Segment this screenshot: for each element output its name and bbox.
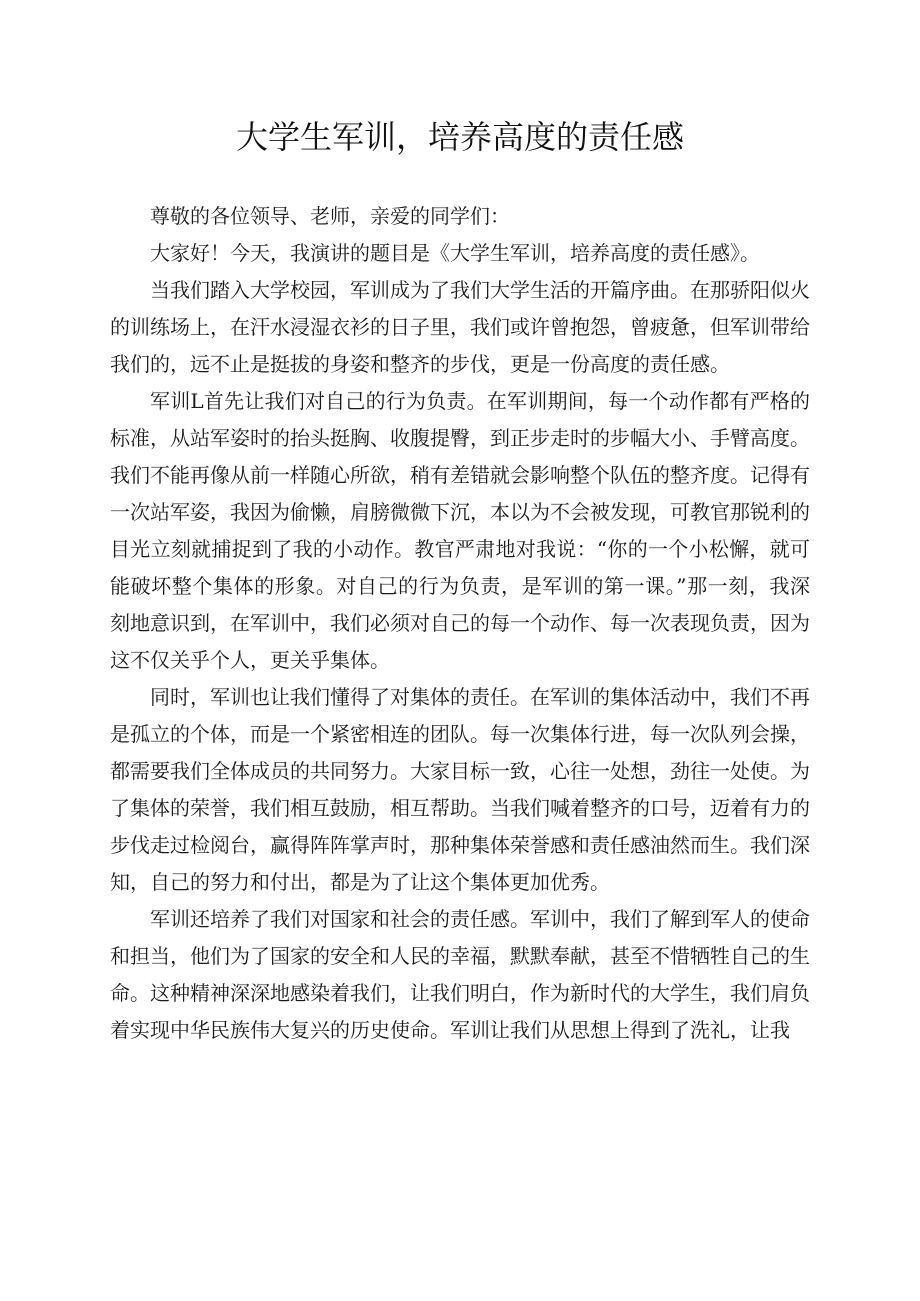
paragraph-self-responsibility: 军训L首先让我们对自己的行为负责。在军训期间，每一个动作都有严格的标准，从站军姿时的抬头挺胸、收腹提臀，到正步走时的步幅大小、手臂高度。我们不能再像从前一样随心所欲，稍有差错就会影响整个队伍的整齐度。记得有一次站军姿，我因为偷懒，肩膀微微下沉，本以为不会被发现，可教官那锐利的目光立刻就捕捉到了我的小动作。教官严肃地对我说：“你的一个小松懈，就可能破坏整个集体的形象。对自己的行为负责，是军训的第一课。”那一刻，我深刻地意识到，在军训中，我们必须对自己的每一个动作、每一次表现负责，因为这不仅关乎个人，更关乎集体。 [110, 389, 810, 672]
paragraph-national-responsibility: 军训还培养了我们对国家和社会的责任感。军训中，我们了解到军人的使命和担当，他们为了国家的安全和人民的幸福，默默奉献，甚至不惜牺牲自己的生命。这种精神深深地感染着我们，让我们明白，作为新时代的大学生，我们肩负着实现中华民族伟大复兴的历史使命。军训让我们从思想上得到了洗礼，让我 [110, 907, 810, 1042]
paragraph-salutation: 尊敬的各位领导、老师，亲爱的同学们： [150, 204, 510, 228]
paragraph-intro: 当我们踏入大学校园，军训成为了我们大学生活的开篇序曲。在那骄阳似火的训练场上，在汗水浸湿衣衫的日子里，我们或许曾抱怨，曾疲惫，但军训带给我们的，远不止是挺拔的身姿和整齐的步伐，更是一份高度的责任感。 [110, 278, 810, 376]
paragraph-collective-responsibility: 同时，军训也让我们懂得了对集体的责任。在军训的集体活动中，我们不再是孤立的个体，而是一个紧密相连的团队。每一次集体行进，每一次队列会操，都需要我们全体成员的共同努力。大家目标一致，心往一处想，劲往一处使。为了集体的荣誉，我们相互鼓励，相互帮助。当我们喊着整齐的口号，迈着有力的步伐走过检阅台，赢得阵阵掌声时，那种集体荣誉感和责任感油然而生。我们深知，自己的努力和付出，都是为了让这个集体更加优秀。 [110, 685, 810, 894]
document-body [110, 198, 810, 1049]
paragraph-greeting: 大家好！今天，我演讲的题目是《大学生军训，培养高度的责任感》。 [150, 241, 760, 265]
document-title: 大学生军训，培养高度的责任感 [235, 118, 684, 156]
